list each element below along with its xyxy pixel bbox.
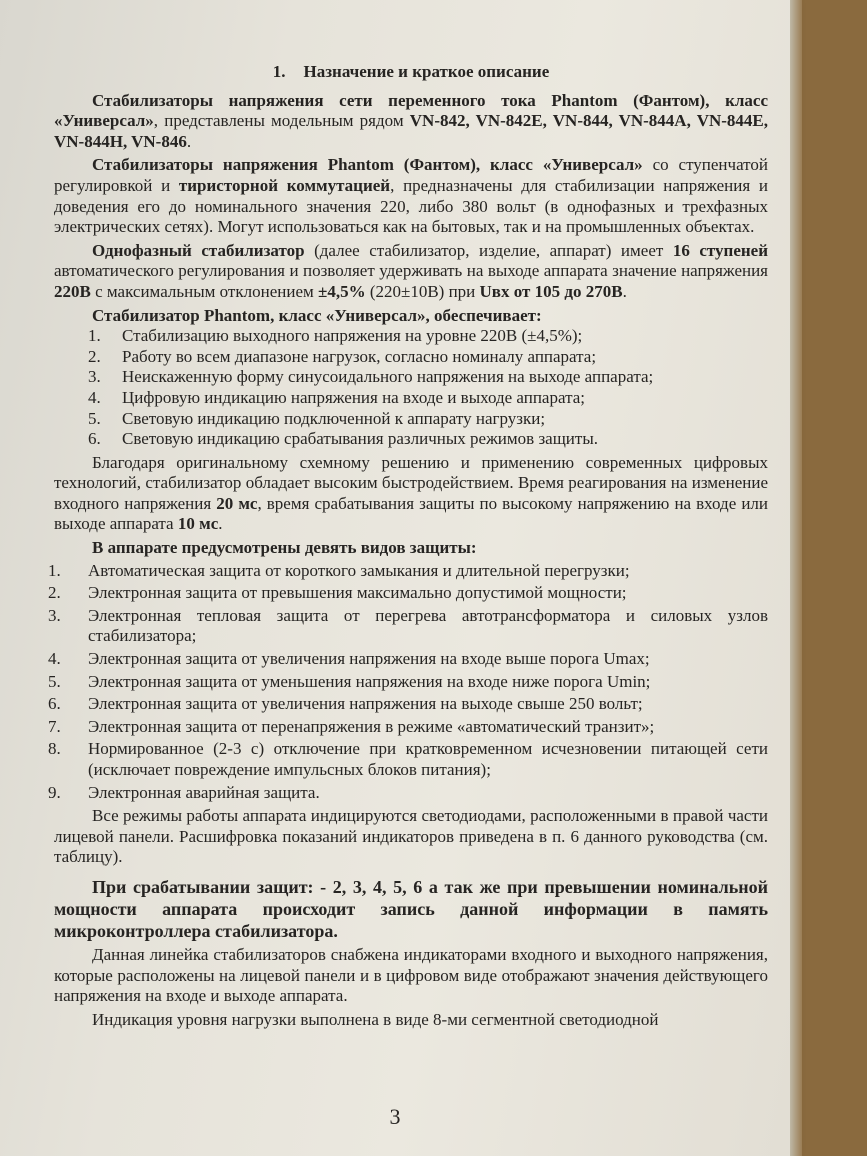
features-list — [54, 326, 768, 450]
text: Благодаря оригинальному схемному решению и применению современных цифровых технологий, стабилизатор обладает высоким быстродействием. Время реагирования на изменение входного напряжения — [54, 452, 768, 513]
bold-text: 16 ступеней — [672, 240, 768, 260]
list-text: Электронная тепловая защита от перегрева автотрансформатора и силовых узлов стабилизатора; — [88, 605, 768, 646]
list-text: Работу во всем диапазоне нагрузок, согласно номиналу аппарата; — [122, 346, 597, 366]
list-item — [54, 367, 768, 388]
list-text: Электронная защита от уменьшения напряжения на входе ниже порога Umin; — [88, 671, 651, 691]
list-item — [54, 347, 768, 368]
load-indication-paragraph: Индикация уровня нагрузки выполнена в виде 8-ми сегментной светодиодной — [92, 1009, 659, 1029]
text: . — [186, 131, 192, 151]
text: . — [218, 514, 223, 534]
list-item — [54, 409, 768, 430]
bold-text: Стабилизаторы напряжения сети переменного тока Phantom (Фантом), класс «Универсал» — [54, 90, 768, 131]
list-item — [48, 583, 768, 604]
text: с максимальным отклонением — [90, 281, 318, 301]
voltage-indicators-paragraph: Данная линейка стабилизаторов снабжена индикаторами входного и выходного напряжения, которые расположены на лицевой панели и в цифровом виде отображают значения действующего напряжения на входе и выходе аппарата. — [54, 944, 768, 1006]
protection-list — [48, 560, 768, 804]
list-item — [48, 671, 768, 693]
list-number: 6. — [88, 429, 101, 449]
list-text: Неискаженную форму синусоидального напряжения на выходе аппарата; — [122, 367, 654, 387]
list-item — [48, 560, 768, 582]
text: , предназначены для стабилизации напряжения и доведения его до номинального значения 220, либо 380 вольт (в однофазных и трехфазных электрических сетях). Могут использоваться как на бытовых, так и на промышленных объектах. — [54, 175, 768, 237]
list-item — [48, 716, 768, 738]
text: (далее стабилизатор, изделие, аппарат) имеет — [304, 240, 673, 260]
list-text: Электронная защита от превышения максимально допустимой мощности; — [88, 583, 627, 603]
bold-text: Uвх от 105 до 270В — [479, 281, 623, 301]
section-number: 1. — [272, 62, 286, 81]
features-heading-text: Стабилизатор Phantom, класс «Универсал», обеспечивает: — [92, 305, 542, 325]
text: (220±10В) при — [365, 281, 480, 301]
list-number: 9. — [48, 782, 61, 802]
single-phase-paragraph — [54, 241, 768, 303]
list-item — [48, 782, 768, 804]
page-number: 3 — [389, 1104, 401, 1129]
list-number: 6. — [48, 694, 61, 714]
list-item — [48, 605, 768, 647]
list-item — [48, 739, 768, 780]
indicators-paragraph: Все режимы работы аппарата индицируются светодиодами, расположенными в правой части лицевой панели. Расшифровка показаний индикаторов приведена в п. 6 данного руководства (см. таблицу). — [54, 806, 768, 867]
text: со ступенчатой регулировкой и — [54, 155, 768, 195]
list-text: Цифровую индикацию напряжения на входе и выходе аппарата; — [122, 387, 585, 407]
list-item — [54, 326, 768, 347]
list-text: Электронная защита от увеличения напряжения на входе выше порога Umax; — [88, 649, 650, 669]
list-number: 5. — [88, 408, 101, 428]
features-heading — [54, 306, 768, 327]
list-number: 3. — [48, 605, 61, 625]
list-number: 2. — [48, 583, 61, 603]
bold-text: 20 мс — [216, 493, 258, 513]
bold-text: ±4,5% — [318, 281, 366, 301]
memory-warning-paragraph: При срабатывании защит: - 2, 3, 4, 5, 6 а так же при превышении номинальной мощности аппарата происходит запись данной информации в память микроконтроллера стабилизатора. — [54, 876, 768, 941]
protection-heading — [54, 538, 768, 559]
text: , время срабатывания защиты по высокому напряжению на входе или выходе аппарата — [54, 493, 768, 534]
list-number: 4. — [48, 649, 61, 669]
list-number: 3. — [88, 367, 101, 387]
text: , представлены модельным рядом — [153, 111, 410, 131]
bold-text: 220В — [54, 281, 91, 301]
bold-text: тиристорной коммутацией — [178, 175, 391, 195]
list-item — [54, 388, 768, 409]
purpose-paragraph — [54, 155, 768, 237]
list-text: Электронная защита от перенапряжения в режиме «автоматический транзит»; — [88, 716, 655, 736]
performance-paragraph — [54, 453, 768, 535]
list-text: Световую индикацию подключенной к аппарату нагрузки; — [122, 408, 546, 428]
section-title: Назначение и краткое описание — [303, 62, 550, 81]
list-text: Электронная защита от увеличения напряжения на выходе свыше 250 вольт; — [88, 694, 643, 714]
page-content — [48, 62, 768, 1030]
bold-text: Стабилизаторы напряжения Phantom (Фантом), класс «Универсал» — [92, 155, 643, 175]
list-item — [54, 429, 768, 450]
bold-text: 10 мс — [177, 514, 219, 534]
list-item — [48, 694, 768, 715]
protection-heading-text: В аппарате предусмотрены девять видов защиты: — [92, 538, 477, 558]
list-text: Стабилизацию выходного напряжения на уровне 220В (±4,5%); — [122, 326, 583, 346]
list-text: Световую индикацию срабатывания различных режимов защиты. — [122, 429, 598, 449]
list-number: 8. — [48, 739, 61, 759]
page-edge — [790, 0, 802, 1156]
list-item — [48, 649, 768, 670]
text: автоматического регулирования и позволяет удерживать на выходе аппарата значение напряжения — [54, 261, 768, 281]
list-number: 7. — [48, 716, 61, 736]
intro-paragraph — [54, 91, 768, 153]
bold-text: Однофазный стабилизатор — [92, 240, 305, 260]
list-text: Электронная аварийная защита. — [88, 782, 320, 802]
list-text: Нормированное (2-3 с) отключение при кратковременном исчезновении питающей сети (исключает повреждение импульсных блоков питания); — [88, 739, 768, 779]
list-number: 4. — [88, 387, 101, 407]
list-text: Автоматическая защита от короткого замыкания и длительной перегрузки; — [88, 560, 630, 580]
list-number: 2. — [88, 346, 101, 366]
model-list: VN-842, VN-842E, VN-844, VN-844A, VN-844E, VN-844H, VN-846 — [54, 111, 768, 151]
list-number: 1. — [48, 560, 61, 580]
section-heading — [54, 62, 768, 83]
list-number: 1. — [88, 326, 101, 346]
list-number: 5. — [48, 671, 61, 691]
text: . — [622, 281, 627, 301]
